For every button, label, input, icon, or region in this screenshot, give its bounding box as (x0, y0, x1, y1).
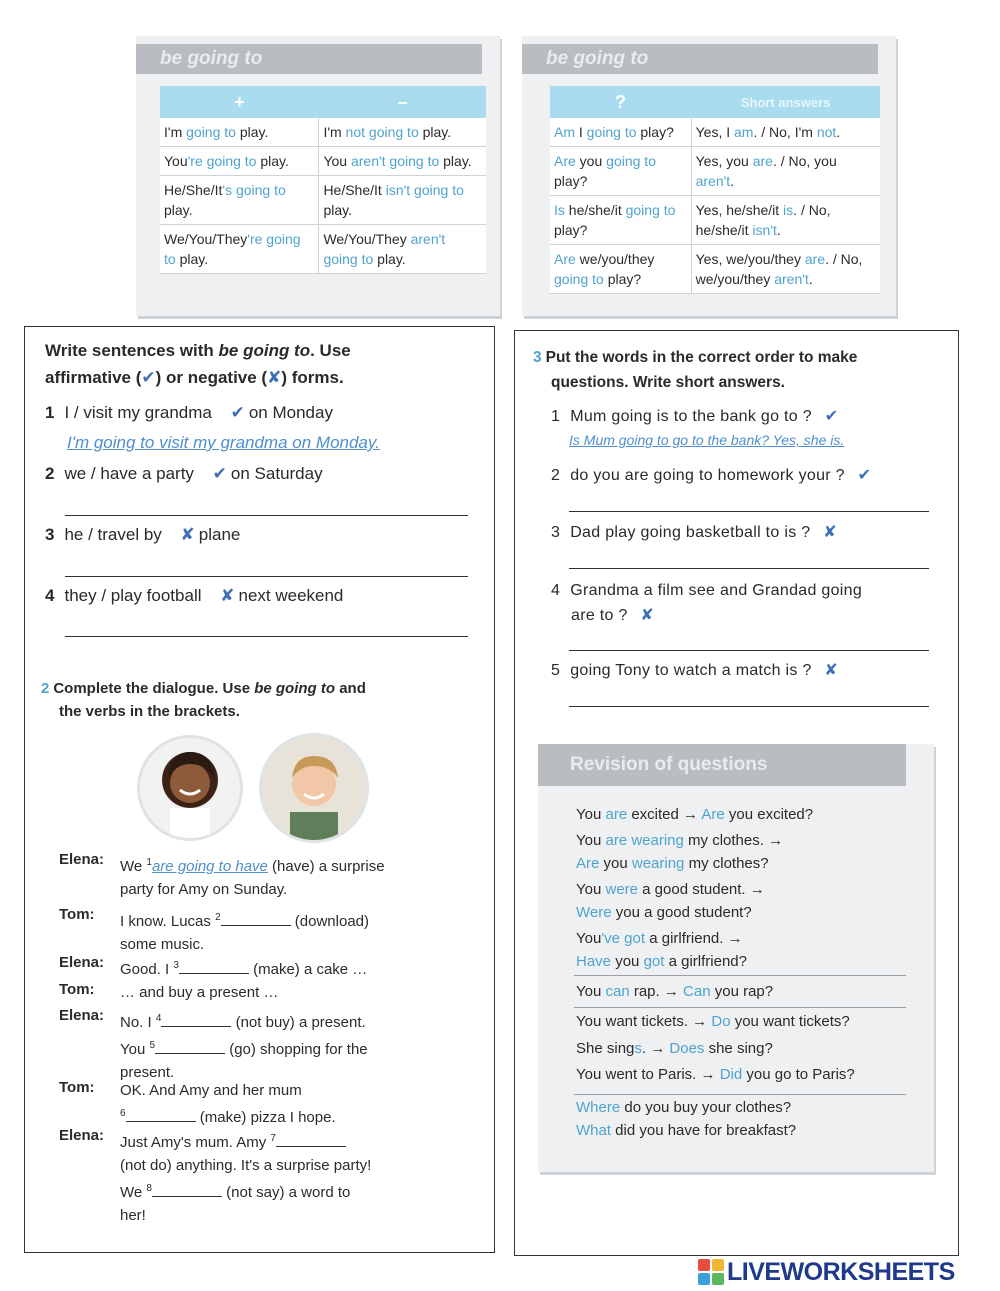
highlight-text: are (752, 153, 773, 169)
highlight-text: aren't going to (323, 231, 446, 267)
dialogue-text: (make) pizza I hope. (195, 1109, 336, 1126)
table-header-minus: – (319, 86, 486, 118)
table-header-plus: + (160, 86, 319, 118)
plain-text: . / No, we/you/they (695, 251, 863, 287)
plain-text: He/She/It (164, 182, 223, 198)
revision-line (576, 983, 773, 1000)
speaker-label: Tom: (59, 906, 95, 923)
plain-text: He/She/It (323, 182, 386, 198)
table-row (550, 147, 880, 196)
answer-line[interactable] (569, 650, 929, 651)
revision-line (576, 953, 747, 970)
revision-line (576, 881, 765, 898)
highlight-text: aren't (695, 173, 731, 189)
highlight-text: isn't going to (385, 182, 464, 198)
plain-text: You (323, 153, 351, 169)
table-cell (319, 147, 486, 176)
grammar-box-title: be going to (136, 44, 482, 74)
plain-text: a girlfriend. → (645, 930, 743, 947)
revision-line (576, 1066, 855, 1083)
table-cell (319, 118, 486, 147)
dialogue-text: (download) (290, 913, 370, 930)
plain-text: my clothes? (684, 855, 769, 872)
exercise-2-instruction: 2 Complete the dialogue. Use be going to and the verbs in the brackets. (41, 680, 366, 720)
highlight-text: 've got (601, 930, 646, 947)
check-icon: ✔ (212, 464, 227, 483)
table-row (160, 118, 486, 147)
plain-text: . (808, 271, 813, 287)
highlight-text: Have (576, 953, 612, 970)
dialogue-text: (have) a surprise (267, 858, 385, 875)
revision-line (576, 930, 743, 947)
exercise-3-item: 2 do you are going to homework your ? ✔ (551, 467, 872, 484)
highlight-text: Did (719, 1066, 743, 1083)
divider (574, 1094, 906, 1095)
revision-title: Revision of questions (538, 744, 906, 786)
plain-text: You (576, 832, 606, 849)
dialogue-text: We (120, 858, 147, 875)
table-cell (160, 176, 319, 225)
highlight-text: Am (554, 124, 575, 140)
plain-text: I'm (164, 124, 183, 140)
plain-text: She sing (576, 1040, 635, 1057)
dialogue-text: (not buy) a present. (231, 1014, 366, 1031)
cross-icon: ✘ (823, 524, 837, 541)
answer-blank[interactable] (161, 1012, 231, 1027)
highlight-text: Where (576, 1099, 621, 1116)
plain-text: you excited? (724, 806, 814, 823)
plain-text: . → (641, 1040, 670, 1057)
exercise-1-item: 3 he / travel by ✘ plane (45, 525, 241, 544)
plain-text: You went to Paris. → (576, 1066, 720, 1083)
table-cell (550, 147, 691, 196)
plain-text: play? (554, 173, 588, 189)
answer-blank[interactable] (152, 1182, 222, 1197)
table-row (160, 225, 486, 274)
dialogue-text: (go) shopping for the (225, 1041, 368, 1058)
highlight-text: got (643, 953, 665, 970)
highlight-text: going to (586, 124, 637, 140)
gap-number: 3 (173, 960, 179, 971)
table-row (550, 196, 880, 245)
highlight-text: s (634, 1040, 642, 1057)
plain-text: . (836, 124, 841, 140)
dialogue-line (120, 1079, 460, 1129)
plain-text: my clothes. → (683, 832, 784, 849)
answer-line[interactable] (65, 515, 468, 516)
plain-text: play. (175, 251, 209, 267)
gap-number: 2 (215, 912, 221, 923)
highlight-text: wearing (631, 855, 685, 872)
plain-text: you want tickets? (730, 1013, 850, 1030)
dialogue-text: No. I (120, 1014, 156, 1031)
highlight-text: going to (625, 202, 676, 218)
table-cell (550, 196, 691, 245)
speaker-label: Elena: (59, 954, 105, 971)
highlight-text: Does (669, 1040, 705, 1057)
divider (574, 975, 906, 976)
table-cell (691, 196, 880, 245)
dialogue-text: present. (120, 1064, 175, 1081)
plain-text: You want tickets. → (576, 1013, 712, 1030)
plain-text: You (576, 881, 606, 898)
plain-text: you rap? (710, 983, 774, 1000)
dialogue-text: (make) a cake … (248, 961, 368, 978)
highlight-text: aren't (774, 271, 809, 287)
gap-number: 8 (146, 1183, 152, 1194)
exercise-panel-left (24, 326, 495, 1253)
plain-text: we/you/they (575, 251, 655, 267)
grammar-box-questions (522, 36, 896, 316)
plain-text: play. (256, 153, 289, 169)
highlight-text: not going to (341, 124, 419, 140)
check-icon: ✔ (141, 368, 156, 387)
plain-text: I'm (323, 124, 342, 140)
highlight-text: were (605, 881, 638, 898)
dialogue-line (120, 954, 460, 981)
example-answer: I'm going to visit my grandma on Monday. (67, 433, 380, 452)
table-row (160, 176, 486, 225)
plain-text: you go to Paris? (742, 1066, 855, 1083)
highlight-text: Are (576, 855, 600, 872)
plain-text: a girlfriend? (664, 953, 747, 970)
highlight-text: aren't going to (350, 153, 440, 169)
answer-line[interactable] (65, 636, 468, 637)
table-cell (550, 118, 691, 147)
answer-blank[interactable] (126, 1107, 196, 1122)
highlight-text: going to (182, 124, 236, 140)
plain-text: play. (439, 153, 472, 169)
grammar-table-right (550, 86, 880, 294)
logo-text: LIVEWORKSHEETS (727, 1257, 955, 1286)
revision-line (576, 855, 769, 872)
plain-text: a good student. → (638, 881, 765, 898)
plain-text: play? (636, 124, 674, 140)
dialogue-text: OK. And Amy and her mum (120, 1082, 302, 1099)
revision-line (576, 1122, 796, 1139)
highlight-text: not (816, 124, 837, 140)
highlight-text: going to (554, 271, 604, 287)
plain-text: you a good student? (611, 904, 752, 921)
check-icon: ✔ (230, 403, 245, 422)
speaker-label: Elena: (59, 1127, 105, 1144)
plain-text: . (776, 222, 781, 238)
speaker-label: Tom: (59, 1079, 95, 1096)
answer-line[interactable] (569, 706, 929, 707)
dialogue-text: (not do) anything. It's a surprise party! (120, 1157, 372, 1174)
answer-line[interactable] (65, 576, 468, 577)
revision-line (576, 1013, 850, 1030)
plain-text: We/You/They (323, 231, 411, 247)
cross-icon: ✘ (180, 525, 195, 544)
plain-text: he/she/it (564, 202, 626, 218)
plain-text: You (576, 806, 606, 823)
revision-line (576, 1040, 773, 1057)
highlight-text: isn't (752, 222, 777, 238)
highlight-text: 're going to (187, 153, 257, 169)
dialogue-text: … and buy a present … (120, 984, 279, 1001)
answer-blank[interactable] (221, 911, 291, 926)
plain-text: We/You/They (164, 231, 248, 247)
exercise-1-item: 2 we / have a party ✔ on Saturday (45, 464, 323, 483)
table-cell (160, 225, 319, 274)
exercise-3-instruction: 3 Put the words in the correct order to make questions. Write short answers. (533, 349, 858, 391)
table-cell (319, 225, 486, 274)
answer-blank[interactable] (179, 959, 249, 974)
plain-text: you (599, 855, 632, 872)
highlight-text: What (576, 1122, 612, 1139)
plain-text: play? (554, 222, 588, 238)
highlight-text: is (783, 202, 794, 218)
revision-line (576, 1099, 791, 1116)
highlight-text: are (804, 251, 826, 267)
plain-text: play. (418, 124, 452, 140)
revision-line (576, 832, 783, 849)
divider (574, 1007, 906, 1008)
revision-line (576, 904, 752, 921)
exercise-1-item: 4 they / play football ✘ next weekend (45, 586, 344, 605)
plain-text: play. (373, 251, 406, 267)
table-row (550, 118, 880, 147)
liveworksheets-logo (698, 1257, 955, 1287)
highlight-text: Were (576, 904, 612, 921)
check-icon: ✔ (824, 408, 839, 425)
plain-text: she sing? (704, 1040, 773, 1057)
table-header-question: ? (550, 86, 691, 118)
table-row (160, 147, 486, 176)
highlight-text: 's going to (222, 182, 286, 198)
table-cell (319, 176, 486, 225)
plain-text: play. (235, 124, 269, 140)
dialogue-text: Good. I (120, 961, 174, 978)
plain-text: I (575, 124, 587, 140)
highlight-text: are (605, 806, 628, 823)
plain-text: . / No, he/she/it (695, 202, 831, 238)
highlight-text: Do (711, 1013, 731, 1030)
highlight-text: can (605, 983, 630, 1000)
exercise-1-item: 1 I / visit my grandma ✔ on Monday (45, 403, 333, 422)
cross-icon: ✘ (824, 662, 839, 679)
speaker-label: Tom: (59, 981, 95, 998)
grammar-right-body (550, 118, 880, 294)
table-cell (160, 118, 319, 147)
plain-text: . / No, I'm (753, 124, 817, 140)
plain-text: You (576, 983, 606, 1000)
dialogue-text: You (120, 1041, 150, 1058)
exercise-3-item: 1 Mum going is to the bank go to ? ✔ (551, 408, 839, 425)
highlight-text: am (734, 124, 754, 140)
plain-text: did you have for breakfast? (611, 1122, 797, 1139)
highlight-text: Are (554, 251, 576, 267)
dialogue-line (120, 1127, 460, 1227)
grammar-box-title: be going to (522, 44, 878, 74)
plain-text: rap. → (629, 983, 684, 1000)
grammar-left-body (160, 118, 486, 274)
plain-text: Yes, he/she/it (695, 202, 784, 218)
speaker-label: Elena: (59, 851, 105, 868)
answer-line[interactable] (569, 511, 929, 512)
exercise-1-instruction: Write sentences with be going to. Use affirmative (✔) or negative (✘) forms. (45, 341, 351, 387)
grammar-table-left (160, 86, 486, 274)
plain-text: excited → (627, 806, 702, 823)
dialogue-text: We (120, 1184, 147, 1201)
table-cell (691, 118, 880, 147)
dialogue-line (120, 906, 460, 956)
plain-text: Yes, you (695, 153, 753, 169)
dialogue-text: I know. Lucas (120, 913, 216, 930)
dialogue-text: some music. (120, 936, 205, 953)
avatar-tom (259, 733, 369, 843)
cross-icon: ✘ (220, 586, 235, 605)
table-row (550, 245, 880, 294)
dialogue-text: (not say) a word to (221, 1184, 351, 1201)
cross-icon: ✘ (267, 368, 282, 387)
gap-number: 6 (120, 1108, 126, 1119)
highlight-text: Are (701, 806, 725, 823)
table-cell (691, 245, 880, 294)
revision-of-questions-box (538, 744, 934, 1172)
dialogue-text: party for Amy on Sunday. (120, 881, 288, 898)
dialogue-text: her! (120, 1207, 146, 1224)
speaker-label: Elena: (59, 1007, 105, 1024)
plain-text: you (611, 953, 644, 970)
dialogue-line (120, 981, 460, 1004)
example-answer: Is Mum going to go to the bank? Yes, she is. (569, 432, 845, 448)
plain-text: Yes, we/you/they (695, 251, 805, 267)
plain-text: You (576, 930, 602, 947)
plain-text: . (730, 173, 735, 189)
highlight-text: Can (683, 983, 711, 1000)
table-cell (691, 147, 880, 196)
answer-blank[interactable] (155, 1039, 225, 1054)
exercise-3-item: 4 Grandma a film see and Grandad going are to ? ✘ (551, 582, 863, 624)
table-cell (160, 147, 319, 176)
table-header-short-answers: Short answers (691, 86, 880, 118)
plain-text: play. (164, 202, 193, 218)
plain-text: play. (323, 202, 352, 218)
plain-text: do you buy your clothes? (620, 1099, 792, 1116)
answer-line[interactable] (569, 568, 929, 569)
gap-number: 5 (149, 1040, 156, 1051)
exercise-3-item: 5 going Tony to watch a match is ? ✘ (551, 662, 839, 679)
plain-text: you (575, 153, 607, 169)
revision-line (576, 806, 813, 823)
grammar-box-affirmative-negative (136, 36, 500, 316)
highlight-text: going to (606, 153, 656, 169)
highlight-text: 're going to (164, 231, 301, 267)
exercise-3-item: 3 Dad play going basketball to is ? ✘ (551, 524, 837, 541)
plain-text: . / No, you (772, 153, 837, 169)
check-icon: ✔ (857, 467, 872, 484)
logo-icon (698, 1259, 724, 1285)
highlight-text: Is (554, 202, 565, 218)
answer-blank[interactable] (276, 1132, 346, 1147)
dialogue-text: Just Amy's mum. Amy (120, 1134, 271, 1151)
table-cell (550, 245, 691, 294)
dialogue-line (120, 851, 460, 901)
gap-number: 1 (146, 857, 152, 868)
gap-number: 4 (155, 1013, 162, 1024)
cross-icon: ✘ (640, 607, 655, 624)
avatar-elena (137, 735, 243, 841)
plain-text: You (164, 153, 188, 169)
dialogue-line (120, 1007, 460, 1084)
gap-number: 7 (270, 1133, 276, 1144)
plain-text: play? (603, 271, 642, 287)
example-answer: are going to have (151, 858, 268, 875)
highlight-text: Are (554, 153, 576, 169)
highlight-text: are wearing (605, 832, 684, 849)
plain-text: Yes, I (695, 124, 735, 140)
